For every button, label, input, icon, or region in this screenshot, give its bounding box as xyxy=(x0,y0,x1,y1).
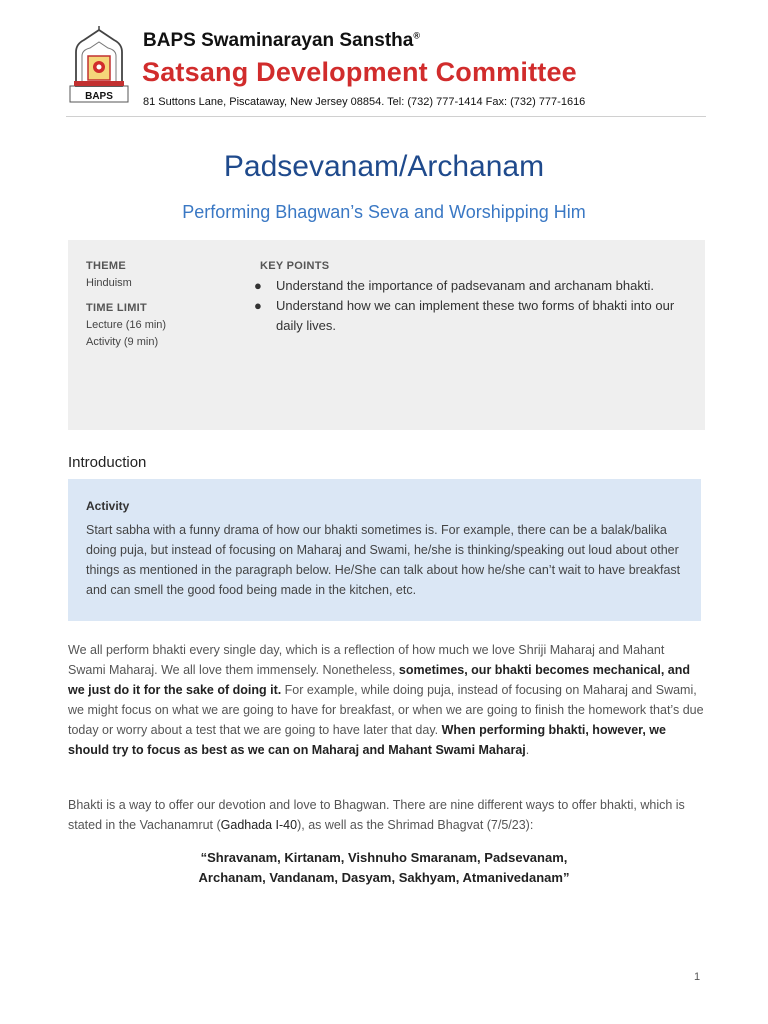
body-paragraph-2: Bhakti is a way to offer our devotion and love to Bhagwan. There are nine different ways to offer bhakti, which is stated in the Vachanamrut (Gadhada I-40), as well as the Shrimad Bhagvat (7/5/23): xyxy=(68,798,685,832)
activity-box xyxy=(68,479,701,621)
key-point-item xyxy=(254,296,694,336)
introduction-heading: Introduction xyxy=(68,454,147,471)
key-points-list xyxy=(254,276,694,336)
body-paragraph-1: We all perform bhakti every single day, which is a reflection of how much we love Shriji Maharaj and Mahant Swami Maharaj. We all love them immensely. Nonetheless, sometimes, our bhakti becomes mechanical, and we just do it for the sake of doing it. For example, while doing puja, instead of focusing on Maharaj and Swami, we might focus on what we are going to have for breakfast, or when we are going to finish the homework that’s due today or worry about a test that we are going to have later that day. When performing bhakti, however, we should try to focus as best as we can on Maharaj and Mahant Swami Maharaj. xyxy=(68,643,704,757)
nine-bhakti-quote xyxy=(0,848,768,888)
time-activity: Activity (9 min) xyxy=(86,336,159,348)
key-point-text: Understand the importance of padsevanam and archanam bhakti. xyxy=(276,278,654,293)
page-number: 1 xyxy=(694,971,701,983)
header-divider xyxy=(66,116,706,117)
lesson-info-box xyxy=(68,240,705,430)
emphasis-text: When performing bhakti, however, we should try to focus as best as we can on Maharaj and Mahant Swami Maharaj xyxy=(68,723,666,757)
page-title: Padsevanam/Archanam xyxy=(223,150,545,183)
contact-address: 81 Suttons Lane, Piscataway, New Jersey 08854. Tel: (732) 777-1414 Fax: (732) 777-1616 xyxy=(143,96,586,108)
activity-heading: Activity xyxy=(86,499,130,513)
quote-line: “Shravanam, Kirtanam, Vishnuho Smaranam, Padsevanam, xyxy=(200,850,568,865)
letterhead xyxy=(66,26,706,116)
key-point-item xyxy=(254,276,694,296)
emphasis-text: sometimes, our bhakti becomes mechanical, and we just do it for the sake of doing it. xyxy=(68,663,690,697)
registered-mark: ® xyxy=(413,30,420,41)
time-limit-label: TIME LIMIT xyxy=(86,302,148,314)
key-points-label: KEY POINTS xyxy=(260,260,330,272)
key-point-text: Understand how we can implement these two forms of bhakti into our daily lives. xyxy=(276,298,675,333)
bullet-icon: ● xyxy=(254,298,262,313)
logo-wordmark: BAPS xyxy=(85,91,113,102)
quote-line: Archanam, Vandanam, Dasyam, Sakhyam, Atmanivedanam” xyxy=(198,870,570,885)
bullet-icon: ● xyxy=(254,278,262,293)
baps-mandir-logo xyxy=(66,26,132,106)
theme-label: THEME xyxy=(86,260,126,272)
committee-name: Satsang Development Committee xyxy=(142,57,577,87)
page-subtitle: Performing Bhagwan’s Seva and Worshipping Him xyxy=(182,202,586,222)
time-lecture: Lecture (16 min) xyxy=(86,319,167,331)
theme-value: Hinduism xyxy=(86,277,132,289)
vachanamrut-reference: Gadhada I-40 xyxy=(220,818,298,832)
activity-text: Start sabha with a funny drama of how our bhakti sometimes is. For example, there can be a balak/balika doing puja, but instead of focusing on Maharaj and Swami, he/she is thinking/speaking out loud about other things as mentioned in the paragraph below. He/She can talk about how he/she can’t wait to have breakfast and can smell the good food being made in the kitchen, etc. xyxy=(86,523,681,597)
organization-name: BAPS Swaminarayan Sanstha® xyxy=(143,30,420,51)
